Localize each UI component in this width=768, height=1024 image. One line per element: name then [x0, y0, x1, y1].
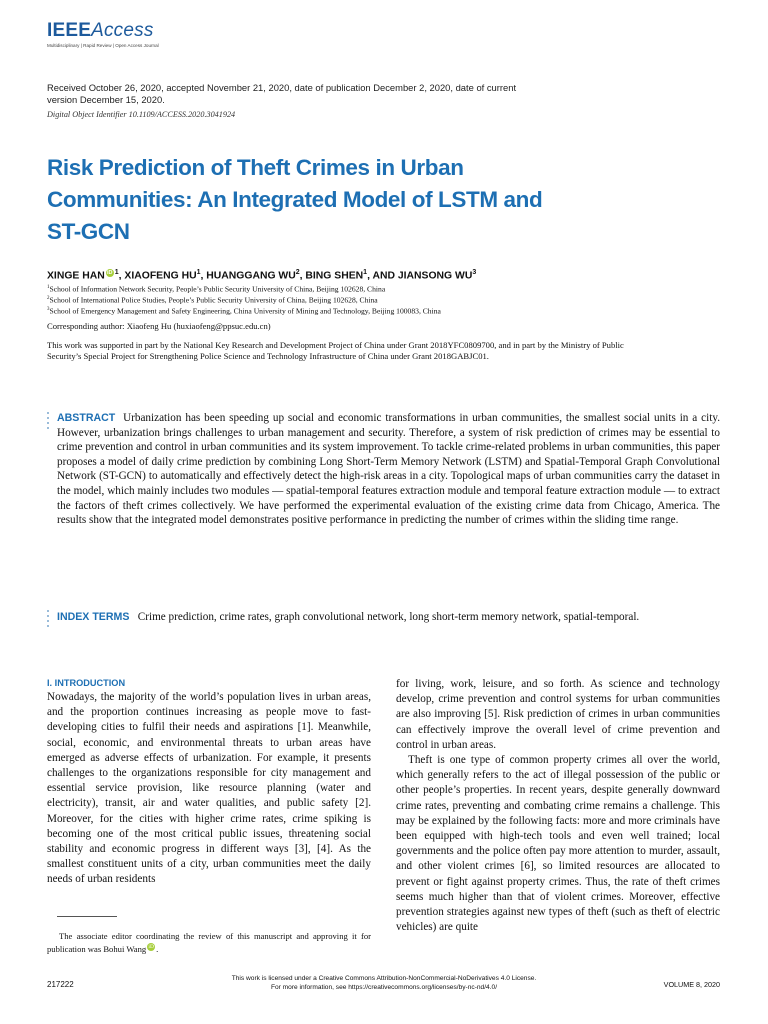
license-notice: This work is licensed under a Creative Commons Attribution-NonCommercial-NoDerivatives 4.0 License. For more information, see https://creativecommons.org/licenses/by-nc-nd/4.0/ — [150, 974, 618, 992]
received-dates: Received October 26, 2020, accepted November 21, 2020, date of publication December 2, 2020, date of current version December 15, 2020. — [47, 82, 517, 105]
abstract-marker-icon — [47, 412, 51, 432]
journal-logo — [47, 20, 159, 48]
author-name[interactable]: , HUANGGANG WU — [200, 270, 296, 282]
affiliation-item: $^3$School of Emergency Management and Safety Engineering, China University of Mining and Technology, Beijing 100083, China — [47, 307, 441, 316]
orcid-icon[interactable]: iD — [148, 943, 154, 950]
affiliation-item: $^1$School of Information Network Security, People’s Public Security University of China, Beijing 102628, China — [47, 284, 386, 294]
abstract-text: Urbanization has been speeding up social and economic transformations in urban communities, the smallest social units in a city. However, urbanization brings challenges to urban management and security. Therefore, a system of risk prediction of crimes may be essential to crime prevention and control in urban communities and its system improvement. To tackle crime-related problems in urban communities, this paper proposes a model of daily crime prediction by combining Long Short-Term Memory Network (LSTM) and Spatial-Temporal Graph Convolutional Network (ST-GCN) to automatically and effectively detect the high-risk areas in a city. Topological maps of urban communities carry the dataset in the model, which mainly includes two modules — spatial-temporal features extraction module and temporal feature extraction module — to extract the factors of theft crimes collectively. We have performed the experimental evaluation of the existing crime data from Chicago, America. The results show that the integrated model demonstrates positive performance in predicting the number of crimes within the sliding time range. — [57, 412, 720, 527]
abstract-label: ABSTRACT — [57, 412, 116, 424]
affiliation-item: $^2$School of International Police Studies, People’s Public Security University of China, Beijing 102628, China — [47, 295, 378, 305]
author-name[interactable]: , XIAOFENG HU — [118, 270, 197, 282]
author-name[interactable]: XINGE HAN — [47, 270, 105, 282]
abstract — [57, 411, 720, 528]
doi[interactable]: Digital Object Identifier 10.1109/ACCESS.2020.3041924 — [47, 110, 236, 119]
paragraph: Nowadays, the majority of the world’s population lives in urban areas, and the proportion continues increasing as people move to fast-developing cities to fulfil their needs and aspirations [1]. Meanwhile, social, economic, and environmental threats to urban areas have emerged as adverse effects of urbanization. For example, it presents challenges to the organizations responsible for city management and essential service provision, like resource planning (water and electricity), transit, air and water qualities, and public safety [2]. Moreover, for the cities with higher crime rates, crime spiking is becoming one of the most critical public issues, threatening social stability and economic progress in different ways [3], [4]. As the smallest constituent units of a city, urban communities meet the daily needs of urban residents — [47, 691, 371, 886]
section-heading-introduction: I. INTRODUCTION — [47, 678, 126, 688]
paragraph: for living, work, leisure, and so forth. As science and technology develop, crime prevention and control systems for urban communities are also improving [5]. Risk prediction of crimes in urban communities can effectively improve the overall level of crime prevention and control in urban areas. — [396, 678, 720, 751]
paragraph: Theft is one type of common property crimes all over the world, which generally refers to the act of illegal possession of the public or other people’s properties. In recent years, despite generally downward crime rates, preventing and combating crime remains a challenge. This may be explained by the following facts: more and more criminals have been equipped with high-tech tools and even well trained; local governments and the police often pay more attention to murder, assault, and other violent crimes [6], so limited resources are allocated to prevent or fight against property crimes. Thus, the rate of theft crimes seems much higher than that of violent crimes. Moreover, effective prevention strategies against new types of theft (such as theft of electric vehicles) are quite — [396, 754, 720, 934]
author-list: XINGE HAN iD $^1$, XIAOFENG $HU^1$, HUANGGANG $WU^2$, BING SHEN$^1$, AND JIANSONG $WU^3$ — [47, 269, 477, 282]
funding-note: This work was supported in part by the National Key Research and Development Project of China under Grant 2018YFC0809700, and in part by the Ministry of Public Security’s Special Project for Strengthening Police Science and Technology Infrastructure of China under Grant 2018GABJC01. — [47, 340, 624, 362]
volume-label: VOLUME 8, 2020 — [663, 980, 720, 989]
footnote-rule — [57, 916, 117, 917]
affiliations — [47, 283, 727, 317]
author-name[interactable]: , BING SHEN — [299, 270, 364, 282]
logo-ieee: IEEE — [47, 20, 92, 41]
index-terms-text: Crime prediction, crime rates, graph convolutional network, long short-term memory network, spatial-temporal. — [137, 611, 640, 623]
corresponding-author: Corresponding author: Xiaofeng Hu (huxiaofeng@ppsuc.edu.cn) — [47, 321, 271, 331]
editor-footnote: The associate editor coordinating the review of this manuscript and approving it for publication was Bohui Wang iD . — [47, 931, 371, 954]
logo-tagline: Multidisciplinary | Rapid Review | Open Access Journal — [47, 43, 159, 48]
body-column-left — [47, 690, 371, 888]
author-name[interactable]: , AND JIANSONG WU — [367, 270, 473, 282]
index-terms-marker-icon — [47, 610, 51, 630]
orcid-icon[interactable]: iD — [106, 270, 113, 276]
index-terms — [57, 610, 720, 625]
paper-title: Risk Prediction of Theft Crimes in Urban Communities: An Integrated Model of LSTM and ST-GCN — [47, 155, 543, 244]
index-terms-label: INDEX TERMS — [57, 611, 130, 623]
page-number: 217222 — [47, 980, 74, 989]
license-link[interactable]: For more information, see https://creativecommons.org/licenses/by-nc-nd/4.0/ — [270, 984, 498, 991]
body-column-right — [396, 677, 720, 935]
logo-access: Access — [91, 20, 154, 41]
